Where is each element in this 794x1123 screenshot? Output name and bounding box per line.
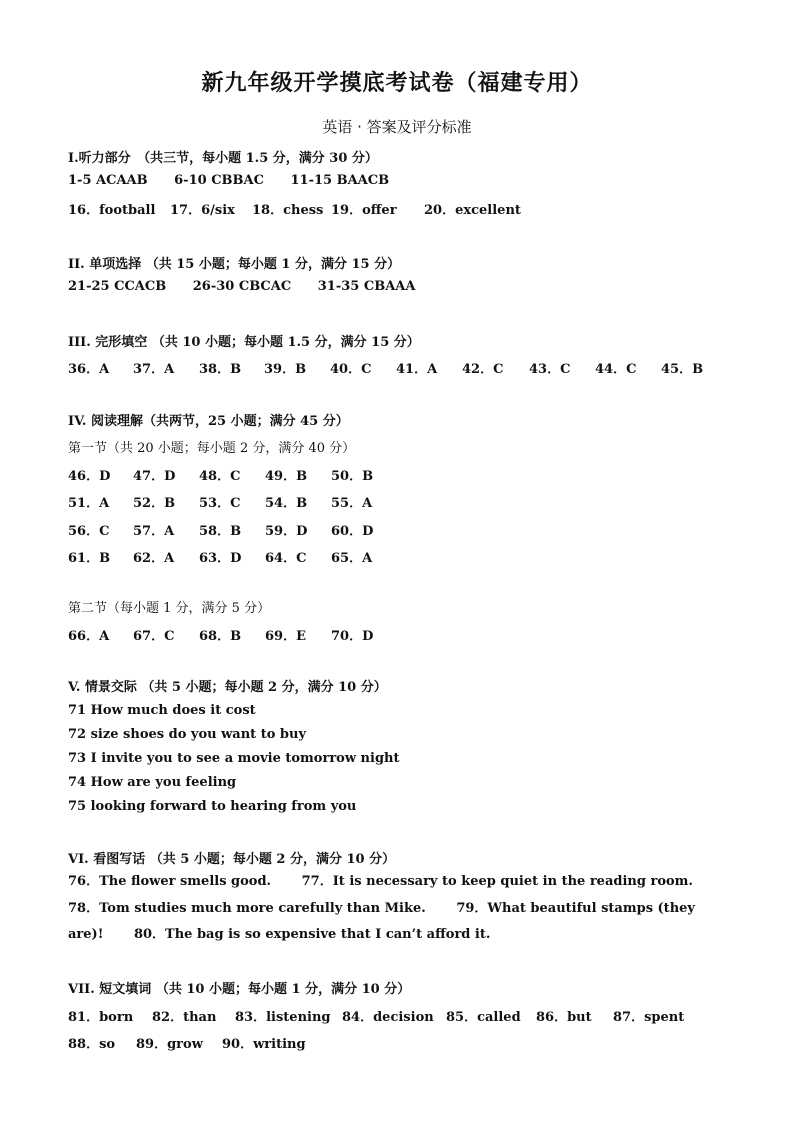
section-1-fill-line: [68, 199, 728, 217]
answer-item: 53．C: [199, 496, 241, 511]
section-4-row: [68, 547, 468, 565]
answer-group: 6-10 CBBAC: [174, 173, 264, 188]
answer-item: 44．C: [595, 362, 637, 377]
answer-item: 83．listening: [235, 1010, 331, 1025]
answer-item: 17．6/six: [170, 203, 235, 218]
section-3-heading: III. 完形填空 （共 10 小题；每小题 1.5 分，满分 15 分）: [68, 335, 420, 350]
answer-item: 65．A: [331, 551, 373, 566]
answer-item: 67．C: [133, 629, 175, 644]
section-4-part-1-heading: 第一节（共 20 小题；每小题 2 分，满分 40 分）: [68, 441, 356, 456]
answer-item: 86．but: [536, 1010, 592, 1025]
answer-item: 88．so: [68, 1037, 116, 1052]
section-4-row: [68, 492, 468, 510]
answer-item: 58．B: [199, 524, 242, 539]
answer-item: 46．D: [68, 469, 111, 484]
section-5-answer: 75 looking forward to hearing from you: [68, 799, 357, 814]
section-4-part-2-row: [68, 625, 468, 643]
answer-item: 48．C: [199, 469, 241, 484]
answer-item: 84．decision: [342, 1010, 434, 1025]
answer-item: 70．D: [331, 629, 374, 644]
section-4-row: [68, 520, 468, 538]
answer-item: 42．C: [462, 362, 504, 377]
answer-item: 38．B: [199, 362, 242, 377]
section-2-mc-line: [68, 279, 437, 294]
section-6-heading: VI. 看图写话 （共 5 小题；每小题 2 分，满分 10 分）: [68, 852, 396, 867]
page-title: 新九年级开学摸底考试卷（福建专用）: [201, 71, 593, 96]
answer-item: 85．called: [446, 1010, 521, 1025]
answer-item: 87．spent: [613, 1010, 685, 1025]
page-subtitle: 英语 · 答案及评分标准: [322, 118, 472, 136]
answer-group: 1-5 ACAAB: [68, 173, 148, 188]
section-5-answer: 72 size shoes do you want to buy: [68, 727, 306, 742]
answer-group: 31-35 CBAAA: [317, 279, 416, 294]
answer-item: 90．writing: [222, 1037, 306, 1052]
answer-item: 77．It is necessary to keep quiet in the reading room.: [301, 874, 693, 889]
answer-item: 69．E: [265, 629, 306, 644]
section-1-mc-line: [68, 173, 411, 188]
answer-item: 59．D: [265, 524, 308, 539]
answer-item: 55．A: [331, 496, 373, 511]
answer-item: 62．A: [133, 551, 175, 566]
answer-item: 79．What beautiful stamps (they are)!: [68, 900, 695, 942]
answer-item: 76．The flower smells good.: [68, 874, 272, 889]
section-5-heading: V. 情景交际 （共 5 小题；每小题 2 分，满分 10 分）: [68, 680, 387, 695]
answer-item: 78．Tom studies much more carefully than Mike.: [68, 900, 426, 916]
answer-item: 37．A: [133, 362, 175, 377]
answer-group: 21-25 CCACB: [68, 279, 167, 294]
answer-item: 57．A: [133, 524, 175, 539]
answer-item: 43．C: [529, 362, 571, 377]
section-1-heading: I.听力部分 （共三节，每小题 1.5 分，满分 30 分）: [68, 151, 378, 166]
section-4-part-2-heading: 第二节（每小题 1 分，满分 5 分）: [68, 601, 271, 616]
answer-item: 18．chess: [252, 203, 324, 218]
answer-item: 80．The bag is so expensive that I can’t afford it.: [133, 927, 491, 942]
answer-item: 39．B: [264, 362, 307, 377]
answer-item: 81．born: [68, 1010, 134, 1025]
answer-item: 50．B: [331, 469, 374, 484]
answer-item: 16．football: [68, 203, 156, 218]
answer-item: 47．D: [133, 469, 176, 484]
answer-item: 61．B: [68, 551, 111, 566]
section-7-heading: VII. 短文填词 （共 10 小题；每小题 1 分，满分 10 分）: [68, 982, 411, 997]
section-4-row: [68, 465, 468, 483]
answer-item: 40．C: [330, 362, 372, 377]
section-3-answers: [68, 358, 728, 376]
section-6-answers: [68, 869, 728, 949]
answer-group: 11-15 BAACB: [290, 173, 390, 188]
answer-item: 54．B: [265, 496, 308, 511]
answer-item: 19．offer: [331, 203, 397, 218]
section-4-heading: IV. 阅读理解（共两节，25 小题；满分 45 分）: [68, 414, 349, 429]
answer-item: 41．A: [396, 362, 438, 377]
section-7-row-2: [68, 1033, 468, 1051]
answer-item: 45．B: [661, 362, 704, 377]
answer-group: 26-30 CBCAC: [192, 279, 292, 294]
answer-item: 51．A: [68, 496, 110, 511]
section-7-row-1: [68, 1006, 728, 1024]
section-5-answer: 71 How much does it cost: [68, 703, 256, 718]
section-5-answer: 73 I invite you to see a movie tomorrow night: [68, 751, 400, 766]
answer-item: 89．grow: [136, 1037, 203, 1052]
answer-item: 36．A: [68, 362, 110, 377]
answer-item: 49．B: [265, 469, 308, 484]
answer-item: 52．B: [133, 496, 176, 511]
answer-item: 56．C: [68, 524, 110, 539]
answer-item: 63．D: [199, 551, 242, 566]
answer-item: 82．than: [152, 1010, 217, 1025]
answer-item: 20．excellent: [424, 203, 521, 218]
answer-item: 68．B: [199, 629, 242, 644]
answer-item: 66．A: [68, 629, 110, 644]
section-5-answer: 74 How are you feeling: [68, 775, 237, 790]
answer-item: 64．C: [265, 551, 307, 566]
answer-item: 60．D: [331, 524, 374, 539]
section-2-heading: II. 单项选择 （共 15 小题；每小题 1 分，满分 15 分）: [68, 257, 401, 272]
